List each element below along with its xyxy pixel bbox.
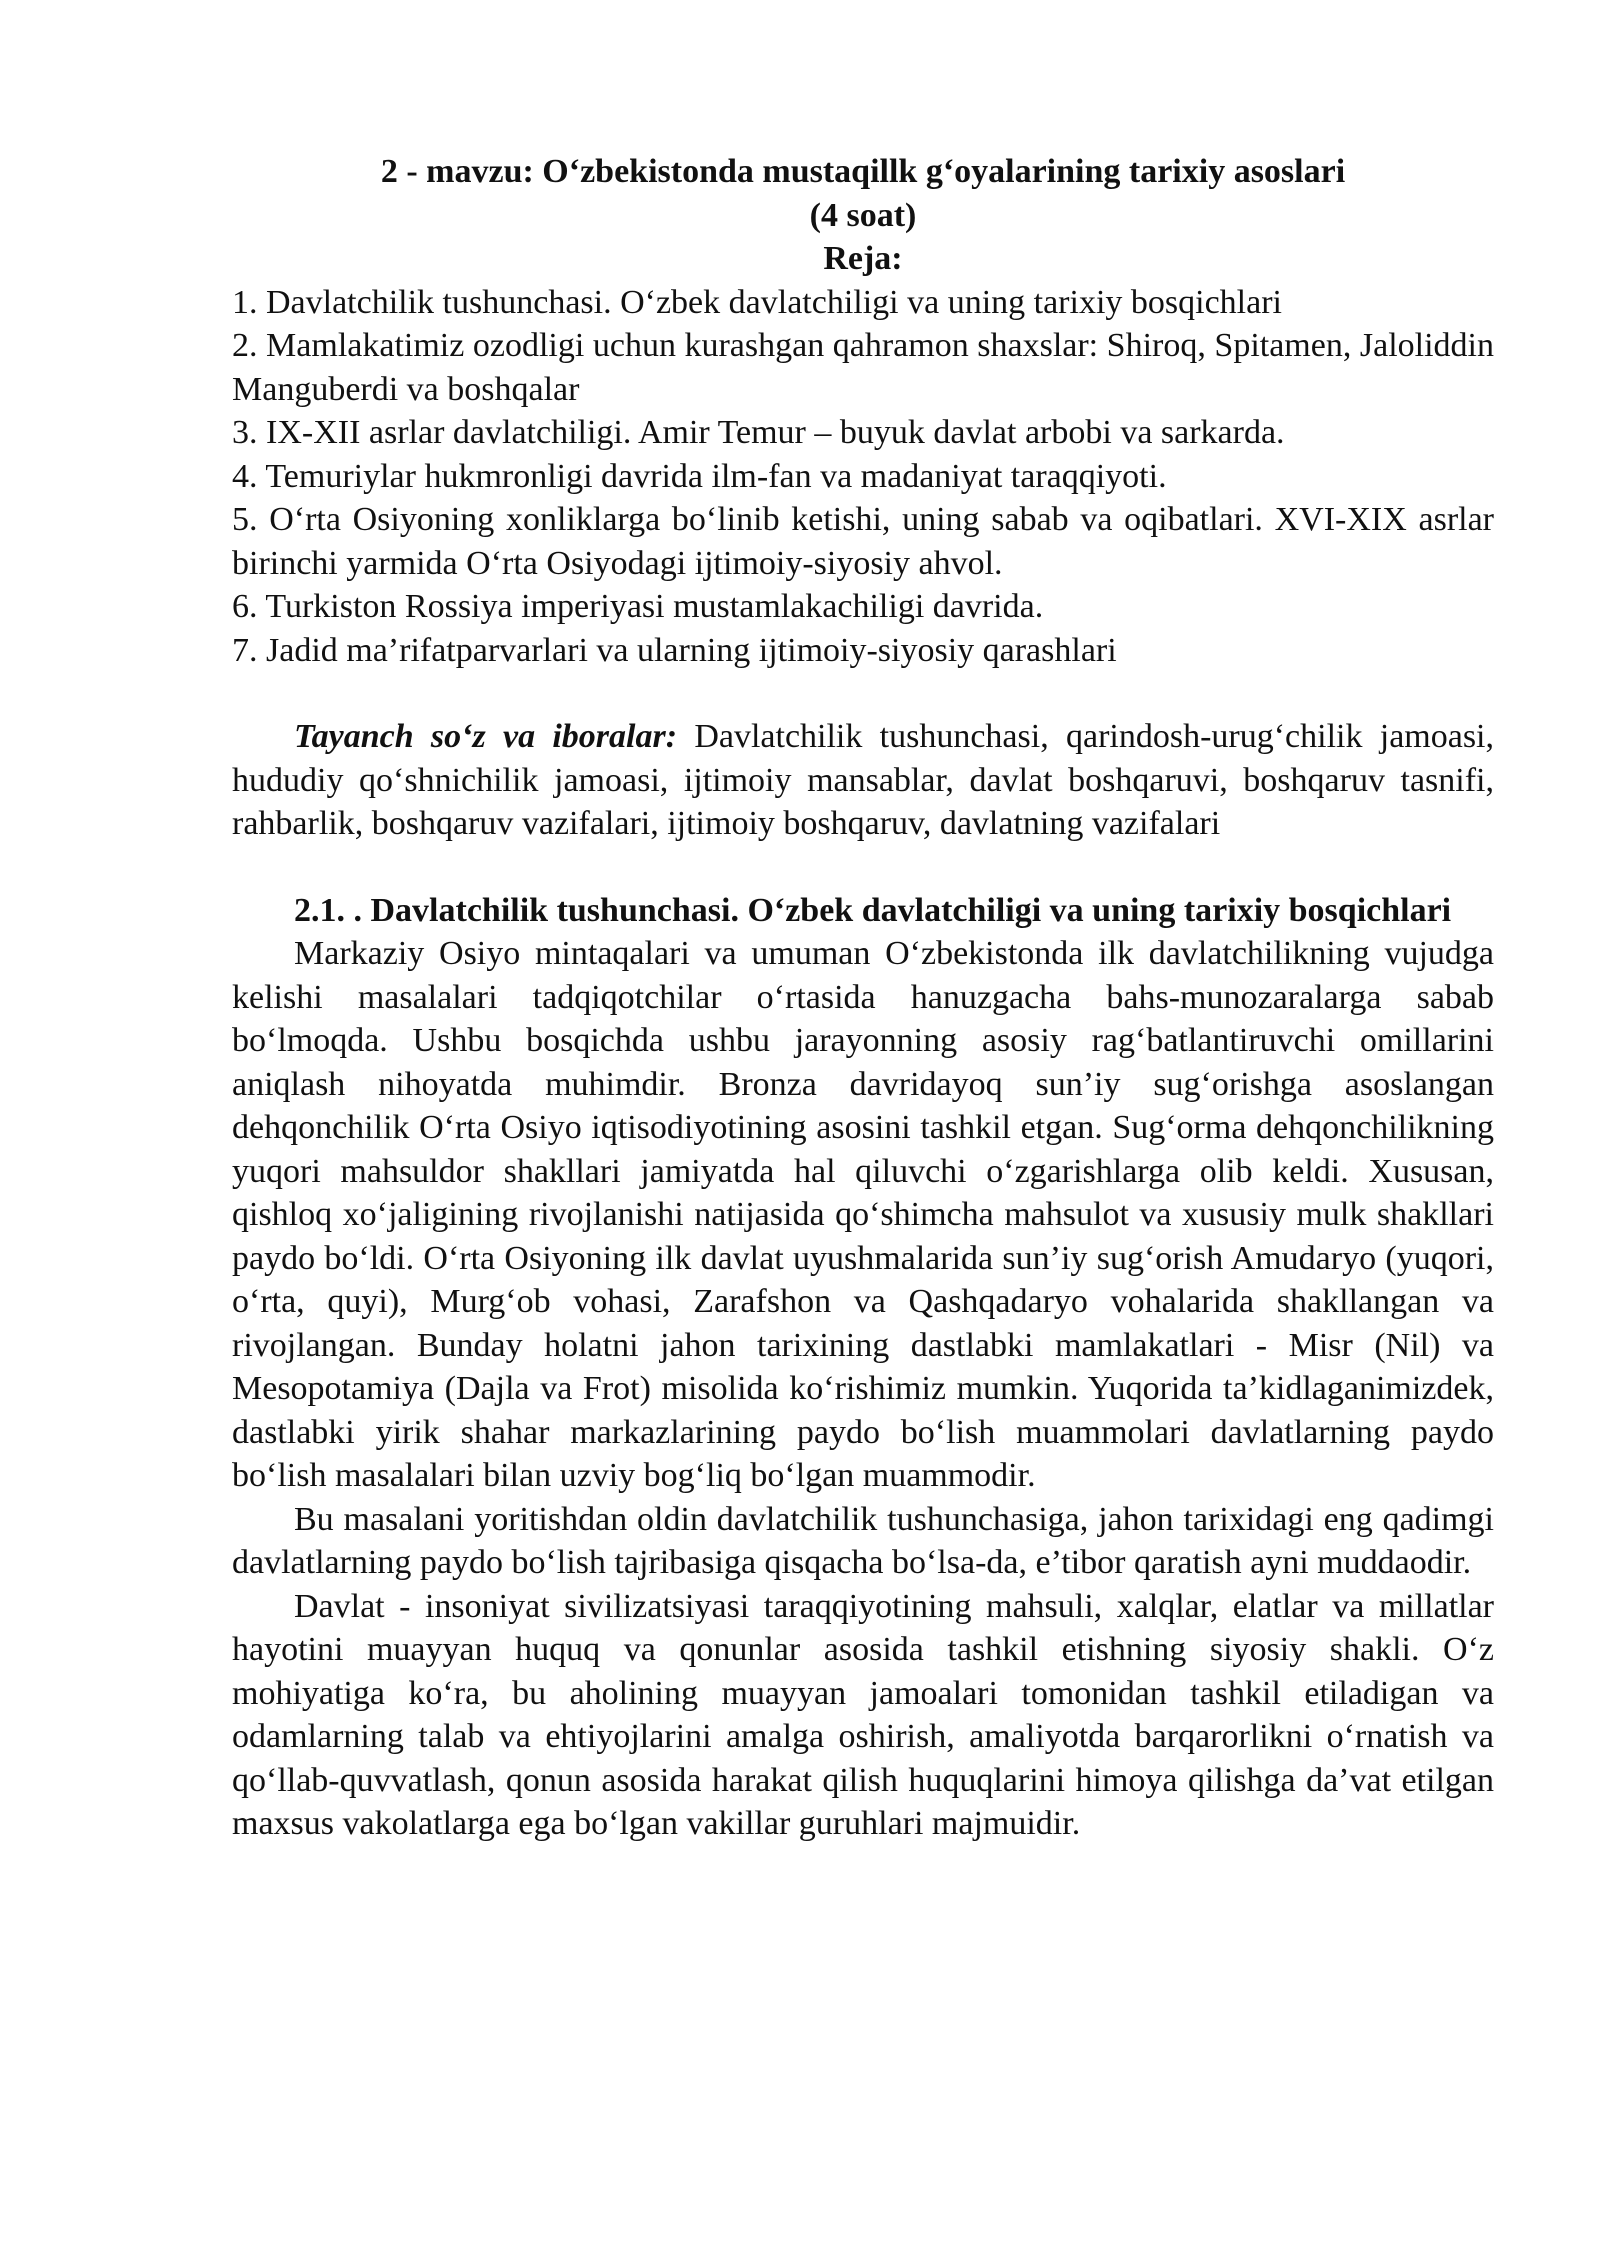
document-page bbox=[232, 150, 1494, 1846]
topic-hours: (4 soat) bbox=[809, 196, 917, 234]
body-paragraph-3: Davlat - insoniyat sivilizatsiyasi taraqqiyotining mahsuli, xalqlar, elatlar va millatlar hayotini muayyan huquq va qonunlar asosida tashkil etishning siyosiy shakli. O‘z mohiyatiga ko‘ra, bu aholining muayyan jamoalari tomonidan tashkil etiladigan va odamlarning talab va ehtiyojlarini amalga oshirish, amaliyotda barqarorlikni o‘rnatish va qo‘llab-quvvatlash, qonun asosida harakat qilish huquqlarini himoya qilishga da’vat etilgan maxsus vakolatlarga ega bo‘lgan vakillar guruhlari majmuidir. bbox=[232, 1587, 1494, 1842]
body-paragraph-2: Bu masalani yoritishdan oldin davlatchilik tushunchasiga, jahon tarixidagi eng qadimgi davlatlarning paydo bo‘lish tajribasiga qisqacha bo‘lsa-da, e’tibor qaratish ayni muddaodir. bbox=[232, 1500, 1494, 1581]
body-paragraph-1: Markaziy Osiyo mintaqalari va umuman O‘zbekistonda ilk davlatchilikning vujudga kelishi masalalari tadqiqotchilar o‘rtasida hanuzgacha bahs-munozaralarga sabab bo‘lmoqda. Ushbu bosqichda ushbu jarayonning asosiy rag‘batlantiruvchi omillarini aniqlash nihoyatda muhimdir. Bronza davridayoq sun’iy sug‘orishga asoslangan dehqonchilik O‘rta Osiyo iqtisodiyotining asosini tashkil etgan. Sug‘orma dehqonchilikning yuqori mahsuldor shakllari jamiyatda hal qiluvchi o‘zgarishlarga olib keldi. Xususan, qishloq xo‘jaligining rivojlanishi natijasida qo‘shimcha mahsulot va xususiy mulk shakllari paydo bo‘ldi. O‘rta Osiyoning ilk davlat uyushmalarida sun’iy sug‘orish Amudaryo (yuqori, o‘rta, quyi), Murg‘ob vohasi, Zarafshon va Qashqadaryo vohalarida shakllangan va rivojlangan. Bunday holatni jahon tarixining dastlabki mamlakatlari - Misr (Nil) va Mesopotamiya (Dajla va Frot) misolida ko‘rishimiz mumkin. Yuqorida ta’kidlaganimizdek, dastlabki yirik shahar markazlarining paydo bo‘lish muammolari davlatlarning paydo bo‘lish masalalari bilan uzviy bog‘liq bo‘lgan muammodir. bbox=[232, 935, 1494, 1494]
topic-title: 2 - mavzu: O‘zbekistonda mustaqillk g‘oyalarining tarixiy asoslari bbox=[380, 153, 1346, 190]
plan-label: Reja: bbox=[823, 240, 903, 277]
plan-item-3: 3. IX-XII asrlar davlatchiligi. Amir Temur – buyuk davlat arbobi va sarkarda. bbox=[232, 414, 1285, 451]
plan-item-4: 4. Temuriylar hukmronligi davrida ilm-fan va madaniyat taraqqiyoti. bbox=[232, 457, 1167, 495]
plan-item-5: 5. O‘rta Osiyoning xonliklarga bo‘linib ketishi, uning sabab va oqibatlari. XVI-XIX asrlar birinchi yarmida O‘rta Osiyodagi ijtimoiy-siyosiy ahvol. bbox=[232, 501, 1494, 582]
plan-item-7: 7. Jadid ma’rifatparvarlari va ularning ijtimoiy-siyosiy qarashlari bbox=[232, 631, 1117, 669]
keywords-text: Davlatchilik tushunchasi, qarindosh-urug‘chilik jamoasi, hududiy qo‘shnichilik jamoasi, ijtimoiy mansablar, davlat boshqaruvi, boshqaruv tasnifi, rahbarlik, boshqaruv vazifalari, ijtimoiy boshqaruv, davlatning vazifalari bbox=[232, 718, 1494, 842]
plan-item-1: 1. Davlatchilik tushunchasi. O‘zbek davlatchiligi va uning tarixiy bosqichlari bbox=[232, 283, 1282, 321]
keywords-paragraph bbox=[232, 715, 1494, 846]
plan-item-6: 6. Turkiston Rossiya imperiyasi mustamlakachiligi davrida. bbox=[232, 588, 1044, 625]
plan-list bbox=[232, 281, 1494, 673]
plan-item-2: 2. Mamlakatimiz ozodligi uchun kurashgan qahramon shaxslar: Shiroq, Spitamen, Jaloliddin Manguberdi va boshqalar bbox=[232, 327, 1494, 408]
keywords-label: Tayanch so‘z va iboralar: bbox=[294, 718, 678, 755]
spacer bbox=[232, 846, 1494, 889]
section-heading: 2.1. . Davlatchilik tushunchasi. O‘zbek davlatchiligi va uning tarixiy bosqichlari bbox=[294, 891, 1452, 929]
spacer bbox=[232, 672, 1494, 715]
